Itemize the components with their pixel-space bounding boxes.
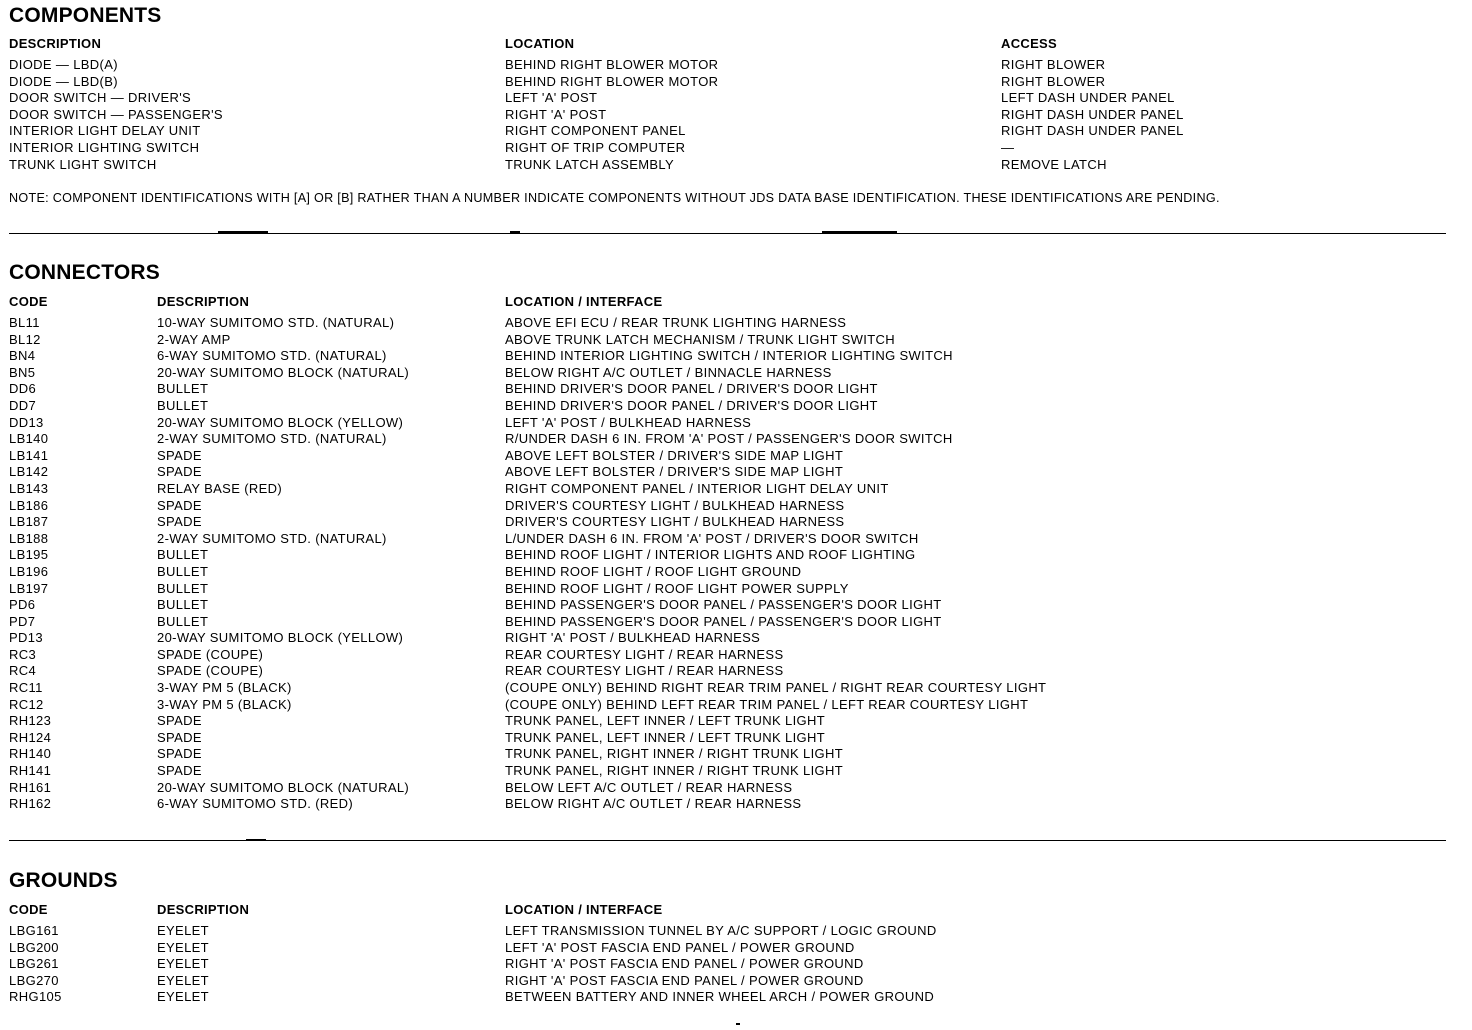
connector-code: LB197 <box>9 580 49 596</box>
divider-mark <box>246 839 266 841</box>
components-table <box>9 57 1449 173</box>
connector-code: RH141 <box>9 763 52 779</box>
ground-location: LEFT 'A' POST FASCIA END PANEL / POWER GROUND <box>505 939 855 955</box>
connector-description: SPADE <box>157 447 202 463</box>
connector-code: RC4 <box>9 663 37 679</box>
table-row <box>9 663 1449 680</box>
table-row <box>9 531 1449 548</box>
connectors-title: CONNECTORS <box>9 261 160 284</box>
connector-description: BULLET <box>157 597 209 613</box>
connector-description: 20-WAY SUMITOMO BLOCK (YELLOW) <box>157 630 404 646</box>
connector-location: LEFT 'A' POST / BULKHEAD HARNESS <box>505 414 752 430</box>
table-row <box>9 415 1449 432</box>
table-row <box>9 498 1449 515</box>
connector-code: PD7 <box>9 613 36 629</box>
connector-description: 6-WAY SUMITOMO STD. (RED) <box>157 796 354 812</box>
components-description-header: DESCRIPTION <box>9 36 102 51</box>
connector-description: SPADE <box>157 464 202 480</box>
connector-description: 20-WAY SUMITOMO BLOCK (NATURAL) <box>157 364 410 380</box>
connector-location: BEHIND ROOF LIGHT / ROOF LIGHT POWER SUPPLY <box>505 580 849 596</box>
ground-location: LEFT TRANSMISSION TUNNEL BY A/C SUPPORT / LOGIC GROUND <box>505 923 937 938</box>
section-divider <box>9 840 1446 841</box>
table-row <box>9 940 1449 957</box>
connector-location: BEHIND PASSENGER'S DOOR PANEL / PASSENGER'S DOOR LIGHT <box>505 613 942 629</box>
table-row <box>9 381 1449 398</box>
ground-description: EYELET <box>157 956 209 972</box>
page-mark <box>736 1023 740 1025</box>
table-row <box>9 547 1449 564</box>
connectors-description-header: DESCRIPTION <box>157 294 250 309</box>
connector-description: 10-WAY SUMITOMO STD. (NATURAL) <box>157 315 395 330</box>
component-description: DIODE — LBD(A) <box>9 57 118 72</box>
connector-description: BULLET <box>157 563 209 579</box>
table-row <box>9 514 1449 531</box>
connector-description: 20-WAY SUMITOMO BLOCK (NATURAL) <box>157 779 410 795</box>
component-location: RIGHT COMPONENT PANEL <box>505 123 686 139</box>
connector-location: BEHIND DRIVER'S DOOR PANEL / DRIVER'S DOOR LIGHT <box>505 397 878 413</box>
ground-location: BETWEEN BATTERY AND INNER WHEEL ARCH / POWER GROUND <box>505 989 935 1005</box>
table-row <box>9 581 1449 598</box>
connector-location: (COUPE ONLY) BEHIND LEFT REAR TRIM PANEL / LEFT REAR COURTESY LIGHT <box>505 696 1029 712</box>
ground-code: LBG270 <box>9 972 59 988</box>
connector-location: RIGHT COMPONENT PANEL / INTERIOR LIGHT DELAY UNIT <box>505 480 889 496</box>
grounds-description-header: DESCRIPTION <box>157 902 250 917</box>
connector-code: BL11 <box>9 315 40 330</box>
ground-code: LBG261 <box>9 956 59 972</box>
divider-mark <box>822 231 897 233</box>
divider-mark <box>510 231 520 233</box>
table-row <box>9 57 1449 74</box>
grounds-title: GROUNDS <box>9 869 118 892</box>
component-access: RIGHT DASH UNDER PANEL <box>1001 106 1184 122</box>
table-row <box>9 680 1449 697</box>
connectors-code-header: CODE <box>9 294 48 309</box>
table-row <box>9 746 1449 763</box>
connector-code: LB195 <box>9 547 49 563</box>
table-row <box>9 431 1449 448</box>
connector-location: (COUPE ONLY) BEHIND RIGHT REAR TRIM PANEL / RIGHT REAR COURTESY LIGHT <box>505 680 1047 696</box>
component-access: RIGHT BLOWER <box>1001 73 1106 89</box>
connector-code: RH162 <box>9 796 52 812</box>
connector-description: BULLET <box>157 580 209 596</box>
components-location-header: LOCATION <box>505 36 575 51</box>
table-row <box>9 398 1449 415</box>
ground-code: LBG200 <box>9 939 59 955</box>
table-row <box>9 123 1449 140</box>
connector-description: BULLET <box>157 613 209 629</box>
connector-location: REAR COURTESY LIGHT / REAR HARNESS <box>505 663 784 679</box>
connector-description: 2-WAY AMP <box>157 331 231 347</box>
table-row <box>9 796 1449 813</box>
connector-description: SPADE <box>157 713 202 729</box>
section-divider <box>9 233 1446 234</box>
connector-code: LB143 <box>9 480 49 496</box>
connector-location: ABOVE LEFT BOLSTER / DRIVER'S SIDE MAP LIGHT <box>505 464 844 480</box>
components-access-header: ACCESS <box>1001 36 1057 51</box>
table-row <box>9 74 1449 91</box>
connector-description: BULLET <box>157 397 209 413</box>
connector-location: BELOW RIGHT A/C OUTLET / BINNACLE HARNESS <box>505 364 832 380</box>
connector-location: TRUNK PANEL, RIGHT INNER / RIGHT TRUNK LIGHT <box>505 763 844 779</box>
table-row <box>9 989 1449 1006</box>
table-row <box>9 647 1449 664</box>
connector-code: RC11 <box>9 680 43 696</box>
table-row <box>9 597 1449 614</box>
connector-location: L/UNDER DASH 6 IN. FROM 'A' POST / DRIVER'S DOOR SWITCH <box>505 530 919 546</box>
ground-code: LBG161 <box>9 923 59 938</box>
connector-location: TRUNK PANEL, RIGHT INNER / RIGHT TRUNK LIGHT <box>505 746 844 762</box>
connector-description: SPADE <box>157 514 202 530</box>
ground-code: RHG105 <box>9 989 62 1005</box>
connector-code: BN5 <box>9 364 36 380</box>
connector-description: SPADE (COUPE) <box>157 663 264 679</box>
component-location: TRUNK LATCH ASSEMBLY <box>505 156 675 172</box>
connector-description: RELAY BASE (RED) <box>157 480 283 496</box>
connector-description: 3-WAY PM 5 (BLACK) <box>157 680 292 696</box>
table-row <box>9 90 1449 107</box>
connector-location: TRUNK PANEL, LEFT INNER / LEFT TRUNK LIGHT <box>505 729 826 745</box>
component-description: TRUNK LIGHT SWITCH <box>9 156 157 172</box>
component-description: DIODE — LBD(B) <box>9 73 118 89</box>
table-row <box>9 564 1449 581</box>
connector-code: PD13 <box>9 630 43 646</box>
connector-description: BULLET <box>157 547 209 563</box>
connector-location: BEHIND PASSENGER'S DOOR PANEL / PASSENGER'S DOOR LIGHT <box>505 597 942 613</box>
component-location: LEFT 'A' POST <box>505 90 598 106</box>
connector-code: RH161 <box>9 779 52 795</box>
connector-code: RH124 <box>9 729 52 745</box>
table-row <box>9 348 1449 365</box>
connector-description: 6-WAY SUMITOMO STD. (NATURAL) <box>157 348 387 364</box>
connector-code: LB186 <box>9 497 49 513</box>
connector-location: DRIVER'S COURTESY LIGHT / BULKHEAD HARNESS <box>505 497 845 513</box>
connector-location: BEHIND ROOF LIGHT / INTERIOR LIGHTS AND ROOF LIGHTING <box>505 547 916 563</box>
table-row <box>9 140 1449 157</box>
table-row <box>9 730 1449 747</box>
component-description: INTERIOR LIGHT DELAY UNIT <box>9 123 201 139</box>
connector-code: RH140 <box>9 746 52 762</box>
connector-code: LB140 <box>9 431 49 447</box>
table-row <box>9 713 1449 730</box>
connector-description: SPADE <box>157 746 202 762</box>
ground-location: RIGHT 'A' POST FASCIA END PANEL / POWER GROUND <box>505 972 864 988</box>
component-description: INTERIOR LIGHTING SWITCH <box>9 139 200 155</box>
components-title: COMPONENTS <box>9 4 162 27</box>
connector-location: TRUNK PANEL, LEFT INNER / LEFT TRUNK LIGHT <box>505 713 826 729</box>
component-location: BEHIND RIGHT BLOWER MOTOR <box>505 73 719 89</box>
connector-code: DD6 <box>9 381 37 397</box>
connector-location: REAR COURTESY LIGHT / REAR HARNESS <box>505 646 784 662</box>
connector-description: BULLET <box>157 381 209 397</box>
connector-code: LB187 <box>9 514 49 530</box>
component-access: REMOVE LATCH <box>1001 156 1107 172</box>
table-row <box>9 630 1449 647</box>
connector-location: BELOW RIGHT A/C OUTLET / REAR HARNESS <box>505 796 802 812</box>
connector-location: R/UNDER DASH 6 IN. FROM 'A' POST / PASSENGER'S DOOR SWITCH <box>505 431 953 447</box>
table-row <box>9 956 1449 973</box>
connector-location: ABOVE LEFT BOLSTER / DRIVER'S SIDE MAP LIGHT <box>505 447 844 463</box>
ground-location: RIGHT 'A' POST FASCIA END PANEL / POWER GROUND <box>505 956 864 972</box>
connector-location: ABOVE EFI ECU / REAR TRUNK LIGHTING HARNESS <box>505 315 847 330</box>
connector-code: LB142 <box>9 464 49 480</box>
connector-code: BN4 <box>9 348 36 364</box>
connector-description: 3-WAY PM 5 (BLACK) <box>157 696 292 712</box>
component-location: BEHIND RIGHT BLOWER MOTOR <box>505 57 719 72</box>
connector-code: LB141 <box>9 447 49 463</box>
table-row <box>9 923 1449 940</box>
component-access: RIGHT BLOWER <box>1001 57 1106 72</box>
table-row <box>9 780 1449 797</box>
table-row <box>9 107 1449 124</box>
component-access: — <box>1001 139 1015 155</box>
connector-location: BEHIND DRIVER'S DOOR PANEL / DRIVER'S DOOR LIGHT <box>505 381 878 397</box>
component-description: DOOR SWITCH — PASSENGER'S <box>9 106 223 122</box>
component-location: RIGHT 'A' POST <box>505 106 607 122</box>
connector-location: BEHIND ROOF LIGHT / ROOF LIGHT GROUND <box>505 563 802 579</box>
grounds-location-header: LOCATION / INTERFACE <box>505 902 663 917</box>
connector-description: 20-WAY SUMITOMO BLOCK (YELLOW) <box>157 414 404 430</box>
connector-code: LB196 <box>9 563 49 579</box>
connector-description: SPADE <box>157 729 202 745</box>
component-access: RIGHT DASH UNDER PANEL <box>1001 123 1184 139</box>
connector-location: ABOVE TRUNK LATCH MECHANISM / TRUNK LIGHT SWITCH <box>505 331 895 347</box>
connector-code: RC12 <box>9 696 44 712</box>
component-description: DOOR SWITCH — DRIVER'S <box>9 90 192 106</box>
connector-description: SPADE (COUPE) <box>157 646 264 662</box>
component-location: RIGHT OF TRIP COMPUTER <box>505 139 686 155</box>
table-row <box>9 332 1449 349</box>
table-row <box>9 763 1449 780</box>
connector-code: RH123 <box>9 713 52 729</box>
ground-description: EYELET <box>157 989 209 1005</box>
connector-code: RC3 <box>9 646 37 662</box>
connector-description: SPADE <box>157 497 202 513</box>
connector-code: PD6 <box>9 597 36 613</box>
component-access: LEFT DASH UNDER PANEL <box>1001 90 1175 106</box>
connector-description: SPADE <box>157 763 202 779</box>
connector-location: BELOW LEFT A/C OUTLET / REAR HARNESS <box>505 779 793 795</box>
grounds-table <box>9 923 1449 1006</box>
table-row <box>9 697 1449 714</box>
table-row <box>9 365 1449 382</box>
components-note: NOTE: COMPONENT IDENTIFICATIONS WITH [A] OR [B] RATHER THAN A NUMBER INDICATE COMPONENTS WITHOUT JDS DATA BASE IDENTIFICATION. THESE IDENTIFICATIONS ARE PENDING. <box>9 191 1220 205</box>
connectors-table <box>9 315 1449 813</box>
connector-location: RIGHT 'A' POST / BULKHEAD HARNESS <box>505 630 761 646</box>
ground-description: EYELET <box>157 972 209 988</box>
table-row <box>9 464 1449 481</box>
table-row <box>9 973 1449 990</box>
ground-description: EYELET <box>157 923 209 938</box>
connector-location: BEHIND INTERIOR LIGHTING SWITCH / INTERIOR LIGHTING SWITCH <box>505 348 953 364</box>
table-row <box>9 315 1449 332</box>
connector-code: DD7 <box>9 397 37 413</box>
connector-location: DRIVER'S COURTESY LIGHT / BULKHEAD HARNESS <box>505 514 845 530</box>
connector-description: 2-WAY SUMITOMO STD. (NATURAL) <box>157 530 387 546</box>
connectors-location-header: LOCATION / INTERFACE <box>505 294 663 309</box>
ground-description: EYELET <box>157 939 209 955</box>
table-row <box>9 614 1449 631</box>
grounds-code-header: CODE <box>9 902 48 917</box>
connector-code: LB188 <box>9 530 49 546</box>
connector-description: 2-WAY SUMITOMO STD. (NATURAL) <box>157 431 387 447</box>
divider-mark <box>218 231 268 233</box>
table-row <box>9 448 1449 465</box>
connector-code: BL12 <box>9 331 41 347</box>
table-row <box>9 157 1449 174</box>
connector-code: DD13 <box>9 414 44 430</box>
table-row <box>9 481 1449 498</box>
